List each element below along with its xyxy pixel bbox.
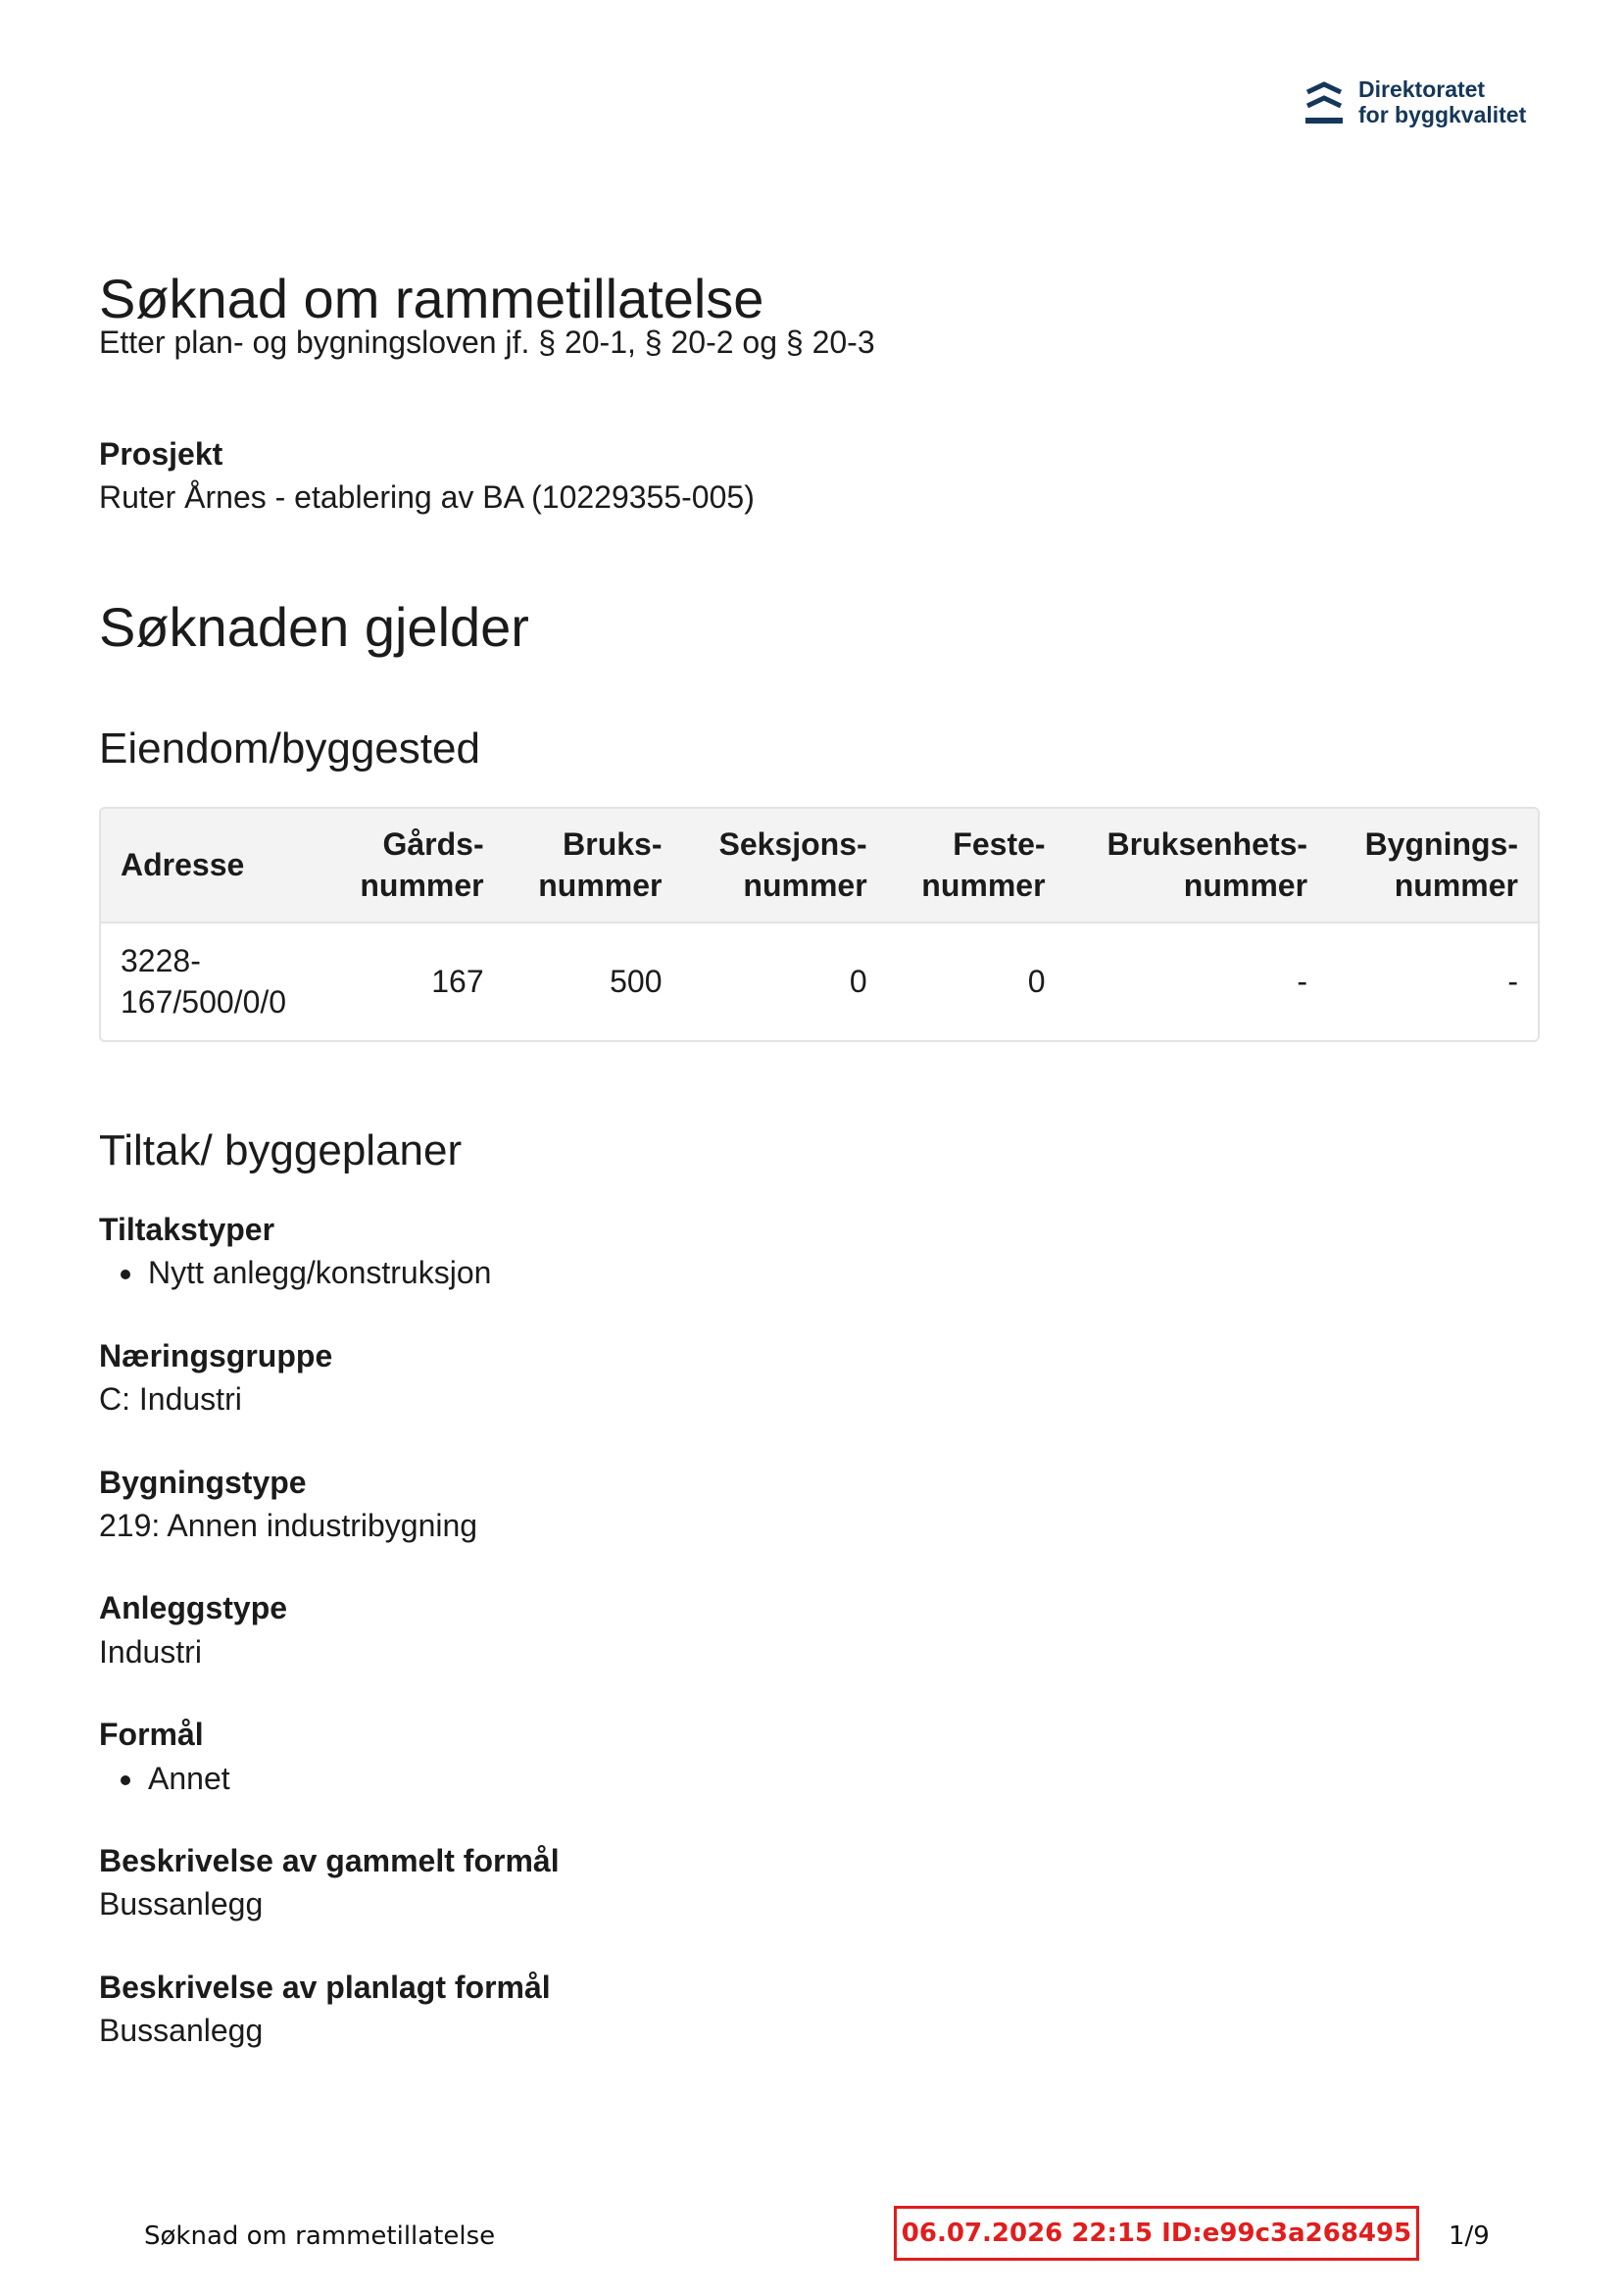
document-title: Søknad om rammetillatelse: [99, 268, 764, 329]
header-festenummer: [887, 809, 1065, 923]
list-item: • Nytt anlegg/konstruksjon: [146, 1254, 1275, 1291]
table-header-row: [101, 809, 1538, 923]
list-item: • Annet: [146, 1760, 1275, 1797]
naeringsgruppe-label: Næringsgruppe: [99, 1337, 333, 1373]
footer-document-title: Søknad om rammetillatelse: [144, 2221, 496, 2251]
field-gammelt-formal: [99, 1842, 1275, 1923]
formal-list: [99, 1760, 1275, 1797]
table-row: [101, 923, 1538, 1040]
cell-bruksenhetsnummer: -: [1297, 963, 1308, 999]
field-planlagt-formal: [99, 1969, 1275, 2050]
prosjekt-field: [99, 435, 755, 517]
header-bruksnummer-line2: nummer: [538, 867, 663, 903]
header-seksjonsnummer-line1: Seksjons-: [718, 825, 867, 862]
header-gardsnummer: [325, 809, 504, 923]
header-bruksenhetsnummer-line1: Bruksenhets-: [1107, 825, 1308, 862]
tiltak-fields: [99, 1211, 1275, 2094]
header-gardsnummer-line1: Gårds-: [382, 825, 484, 862]
cell-gardsnummer: 167: [431, 963, 484, 999]
page-footer: [0, 2206, 1623, 2269]
cell-bygningsnummer: -: [1507, 963, 1518, 999]
field-naeringsgruppe: [99, 1337, 1275, 1419]
header-bruksenhetsnummer-line2: nummer: [1183, 867, 1308, 903]
header-bygningsnummer-line2: nummer: [1394, 867, 1518, 903]
dibk-logo: [1305, 76, 1526, 129]
formal-label: Formål: [99, 1717, 204, 1753]
field-bygningstype: [99, 1464, 1275, 1545]
field-anleggstype: [99, 1589, 1275, 1671]
document-subtitle: Etter plan- og bygningsloven jf. § 20-1, § 20-2 og § 20-3: [99, 324, 875, 360]
field-formal: [99, 1716, 1275, 1797]
tiltakstyper-label: Tiltakstyper: [99, 1212, 275, 1247]
section-title-soknaden-gjelder: Søknaden gjelder: [99, 596, 529, 658]
tiltakstyper-list: [99, 1254, 1275, 1291]
anleggstype-label: Anleggstype: [99, 1590, 288, 1626]
logo-line-1: Direktoratet: [1358, 76, 1486, 102]
footer-timestamp-stamp: 06.07.2026 22:15 ID:e99c3a268495: [894, 2206, 1419, 2261]
header-bruksenhetsnummer: [1065, 809, 1328, 923]
header-seksjonsnummer: [682, 809, 887, 923]
cell-adresse-line1: 3228-: [121, 942, 201, 978]
header-bruksnummer: [504, 809, 682, 923]
bygningstype-label: Bygningstype: [99, 1464, 307, 1500]
header-adresse-line1: Adresse: [121, 846, 245, 882]
footer-page-number: 1/9: [1449, 2221, 1490, 2251]
dibk-logo-icon: [1305, 80, 1343, 129]
cell-bruksnummer: 500: [610, 963, 663, 999]
logo-line-2: for byggkvalitet: [1358, 102, 1527, 127]
header-festenummer-line1: Feste-: [953, 825, 1046, 862]
subsection-title-tiltak: Tiltak/ byggeplaner: [99, 1126, 463, 1174]
anleggstype-value: Industri: [99, 1633, 202, 1670]
prosjekt-label: Prosjekt: [99, 436, 223, 472]
header-gardsnummer-line2: nummer: [360, 867, 484, 903]
eiendom-table: [99, 807, 1540, 1042]
cell-adresse-line2: 167/500/0/0: [121, 983, 287, 1020]
planlagt-formal-label: Beskrivelse av planlagt formål: [99, 1969, 551, 2005]
planlagt-formal-value: Bussanlegg: [99, 2013, 264, 2049]
cell-seksjonsnummer: 0: [849, 963, 867, 999]
header-seksjonsnummer-line2: nummer: [743, 867, 867, 903]
naeringsgruppe-value: C: Industri: [99, 1381, 242, 1418]
header-bygningsnummer: [1327, 809, 1538, 923]
gammelt-formal-label: Beskrivelse av gammelt formål: [99, 1842, 560, 1878]
header-adresse: [101, 809, 325, 923]
gammelt-formal-value: Bussanlegg: [99, 1886, 264, 1922]
header-festenummer-line2: nummer: [921, 867, 1046, 903]
bygningstype-value: 219: Annen industribygning: [99, 1507, 478, 1543]
subsection-title-eiendom: Eiendom/byggested: [99, 724, 480, 773]
cell-adresse: [101, 923, 325, 1040]
cell-festenummer: 0: [1027, 963, 1046, 999]
field-tiltakstyper: [99, 1211, 1275, 1292]
logo-wordmark: [1358, 76, 1526, 127]
header-bruksnummer-line1: Bruks-: [563, 825, 663, 862]
header-bygningsnummer-line1: Bygnings-: [1364, 825, 1518, 862]
prosjekt-value: Ruter Årnes - etablering av BA (10229355-005): [99, 479, 755, 516]
